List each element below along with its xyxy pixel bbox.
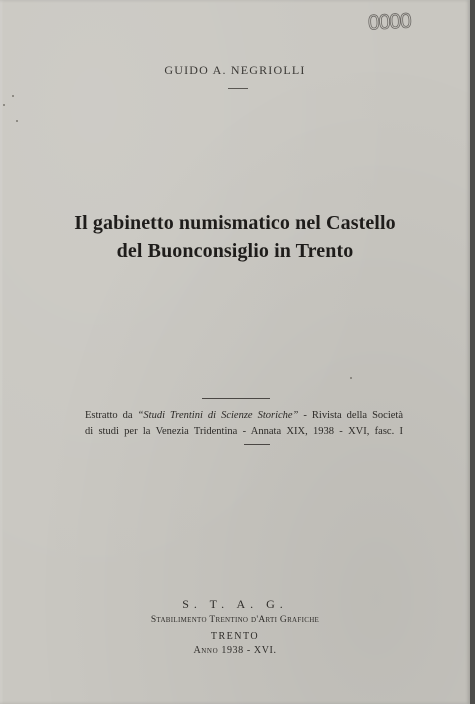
- speck: [12, 95, 14, 97]
- extract-top-divider: [202, 398, 270, 399]
- author-name: GUIDO A. NEGRIOLLI: [164, 63, 306, 77]
- author-divider: [228, 88, 248, 89]
- speck: [3, 104, 5, 106]
- title-line-2: del Buonconsiglio in Trento: [116, 240, 354, 262]
- speck: [350, 377, 352, 379]
- page-edge-shadow: [470, 0, 475, 704]
- publisher-city: TRENTO: [210, 631, 260, 642]
- journal-title: “Studi Trentini di Scienze Storiche”: [137, 410, 299, 421]
- speck: [16, 120, 18, 122]
- publication-year: Anno 1938 - XVI.: [193, 645, 277, 656]
- extract-prefix: Estratto da: [85, 410, 138, 421]
- publisher-name: Stabilimento Trentino d'Arti Grafiche: [150, 615, 320, 625]
- extract-line-1: [85, 410, 403, 421]
- publisher-acronym: S. T. A. G.: [182, 597, 288, 611]
- extract-line-2: di studi per la Venezia Tridentina - Annata XIX, 1938 - XVI, fasc. I: [85, 426, 403, 437]
- title-line-1: Il gabinetto numismatico nel Castello: [74, 212, 396, 234]
- handwritten-number-stamp: 0000: [367, 9, 412, 35]
- extract-suffix: - Rivista della Società: [298, 410, 403, 421]
- extract-bottom-divider: [244, 444, 270, 445]
